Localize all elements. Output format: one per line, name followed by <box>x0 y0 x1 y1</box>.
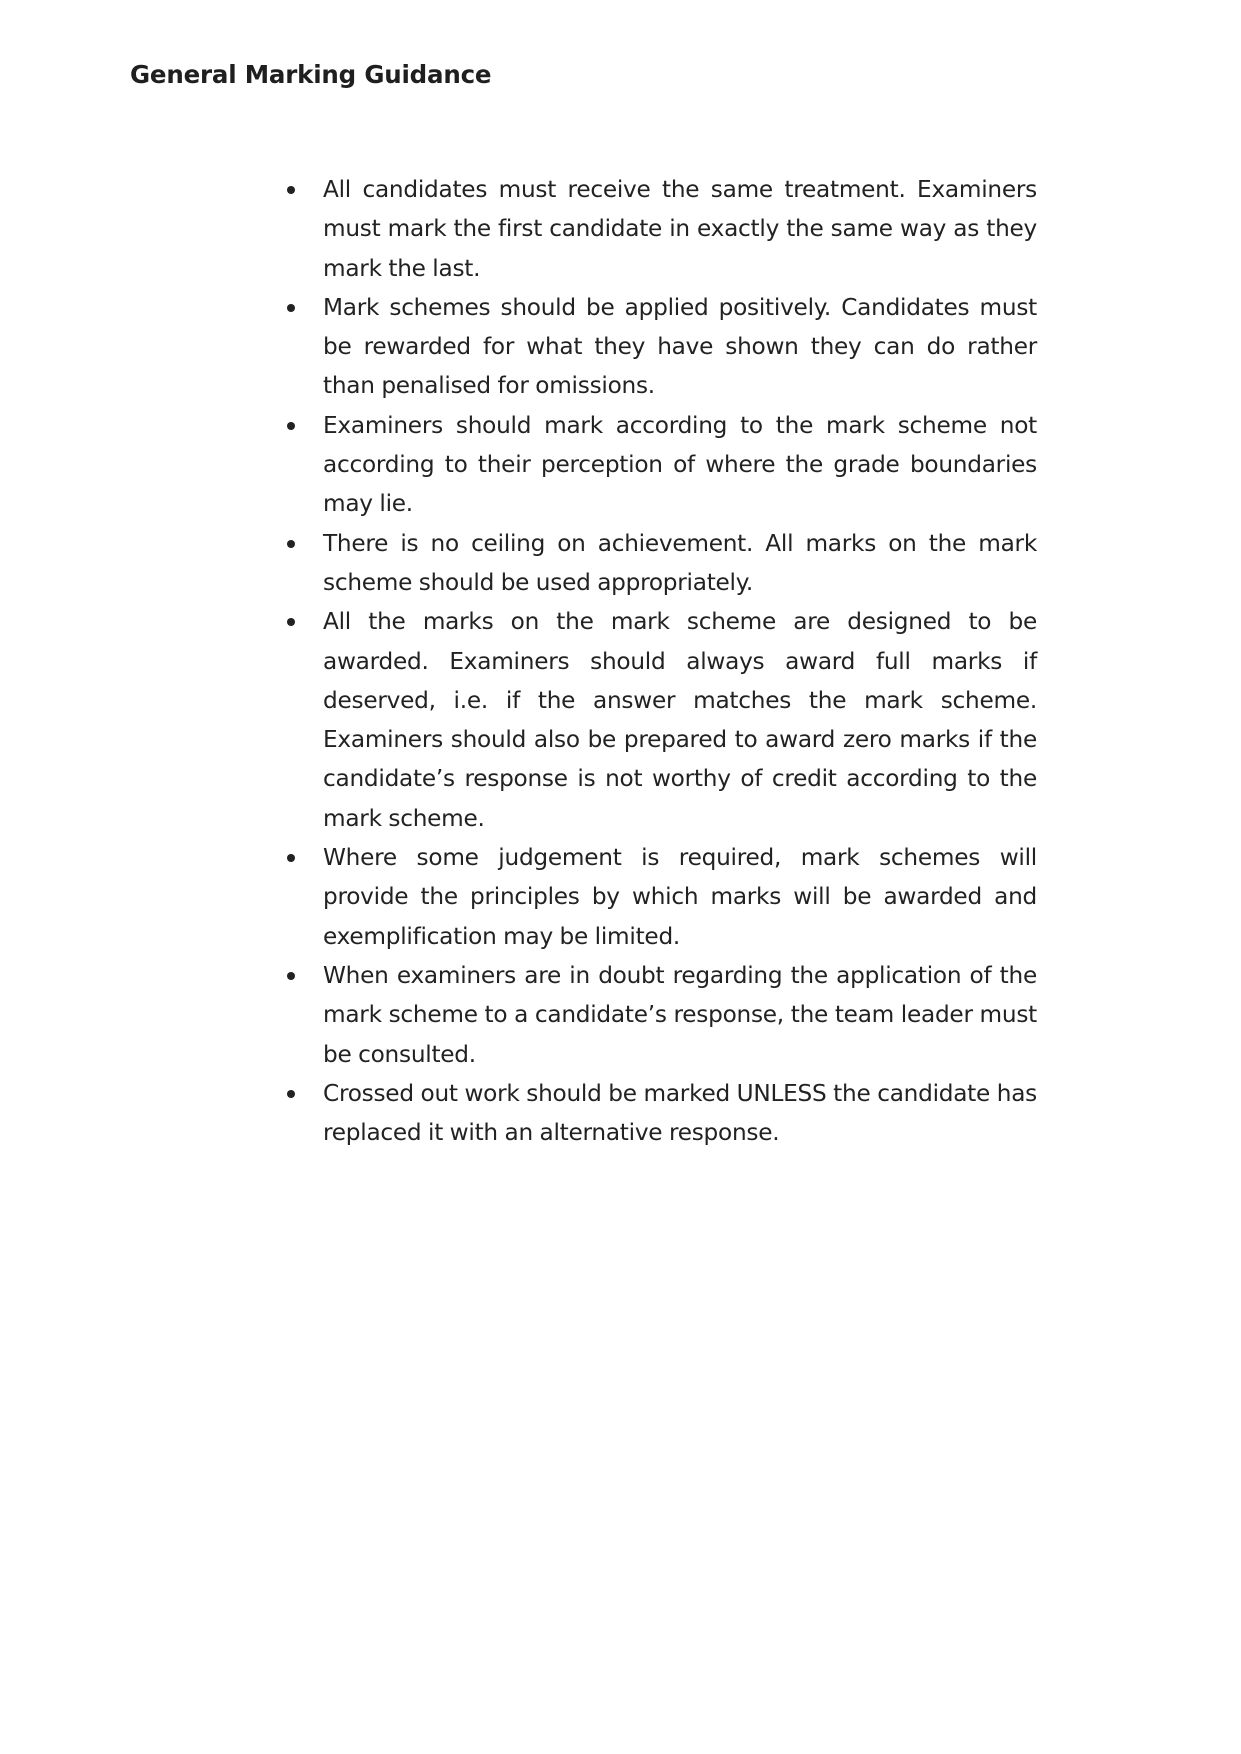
list-item-text: There is no ceiling on achievement. All marks on the mark scheme should be used appropriately. <box>323 529 1037 596</box>
bullet-icon <box>287 1090 295 1098</box>
bullet-icon <box>287 618 295 626</box>
list-item-text: When examiners are in doubt regarding the application of the mark scheme to a candidate’s response, the team leader must be consulted. <box>323 961 1037 1068</box>
bullet-icon <box>287 972 295 980</box>
list-item-text: Mark schemes should be applied positively. Candidates must be rewarded for what they have shown they can do rather than penalised for omissions. <box>323 293 1037 400</box>
bullet-icon <box>287 422 295 430</box>
bullet-icon <box>287 186 295 194</box>
list-item <box>284 602 1037 838</box>
guidance-list <box>284 170 1037 1152</box>
list-item <box>284 1074 1037 1153</box>
list-item-text: Crossed out work should be marked UNLESS the candidate has replaced it with an alternative response. <box>323 1079 1037 1147</box>
list-item <box>284 170 1037 288</box>
list-item <box>284 524 1037 603</box>
page-heading: General Marking Guidance <box>130 60 492 89</box>
list-item <box>284 288 1037 406</box>
list-item-text: Examiners should mark according to the mark scheme not according to their perception of where the grade boundaries may lie. <box>323 411 1037 518</box>
list-item-text: Where some judgement is required, mark schemes will provide the principles by which marks will be awarded and exemplification may be limited. <box>323 844 1037 950</box>
list-item-text: All the marks on the mark scheme are designed to be awarded. Examiners should always award full marks if deserved, i.e. if the answer matches the mark scheme. Examiners should also be prepared to award zero marks if the candidate’s response is not worthy of credit according to the mark scheme. <box>323 608 1037 832</box>
list-item <box>284 956 1037 1074</box>
bullet-icon <box>287 304 295 312</box>
list-item-text: All candidates must receive the same treatment. Examiners must mark the first candidate in exactly the same way as they mark the last. <box>323 176 1037 282</box>
list-item <box>284 838 1037 956</box>
bullet-icon <box>287 854 295 862</box>
bullet-icon <box>287 540 295 548</box>
list-item <box>284 406 1037 524</box>
